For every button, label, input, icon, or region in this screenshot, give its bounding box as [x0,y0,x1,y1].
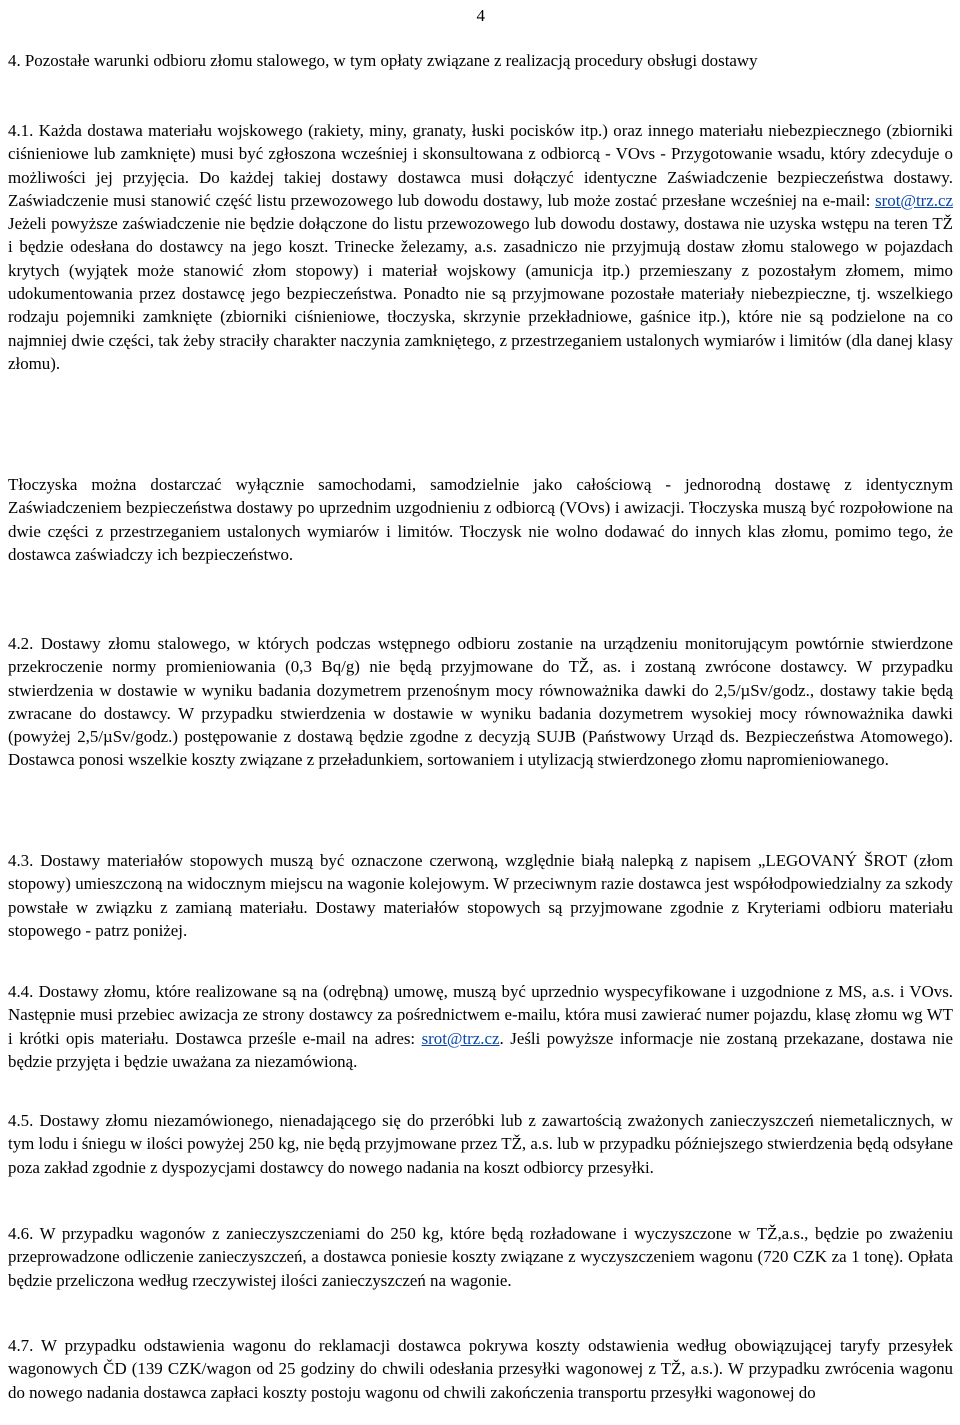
paragraph-text: . Jeśli powyższe informacje nie zostaną przekazane, dostawa nie będzie przyjęta i będzie uważana za niezamówioną. [8,1028,953,1071]
paragraph-text: Jeżeli powyższe zaświadczenie nie będzie dołączone do listu przewozowego lub dowodu dostawy, dostawa nie uzyska wstępu na teren TŽ i będzie odesłana do dostawcy na jego koszt. Trinecke železamy, a.s. zasadniczo nie przyjmują dostaw złomu stalowego w pojazdach krytych (wyjątek może stanowić złom stopowy) i materiał wojskowy (amunicja itp.) przemieszany z pozostałym złomem, mimo udokumentowania przez dostawcę jego bezpieczeństwa. Ponadto nie są przyjmowane pozostałe materiały niebezpieczne, tj. wszelkiego rodzaju pojemniki zamknięte (zbiorniki ciśnieniowe, tłoczyska, skrzynie przekładniowe, gaśnice itp.), które nie są podzielone na co najmniej dwie części, tak żeby straciły charakter naczynia zamkniętego, z przestrzeganiem ustalonych wymiarów i limitów (dla danej klasy złomu). [8,214,953,373]
email-link[interactable]: srot@trz.cz [875,190,953,210]
paragraph-tloczyska: Tłoczyska można dostarczać wyłącznie samochodami, samodzielnie jako całościową - jednorodną dostawę z identycznym Zaświadczeniem bezpieczeństwa dostawy po uprzednim uzgodnieniu z odbiorcą (VOvs) i awizacji. Tłoczyska muszą być rozpołowione na dwie części z przestrzeganiem ustalonych wymiarów i limitów. Tłoczysk nie wolno dodawać do innych klas złomu, pomimo tego, że dostawca zaświadczy ich bezpieczeństwo. [8,475,953,564]
paragraph-4-2: 4.2. Dostawy złomu stalowego, w których podczas wstępnego odbioru zostanie na urządzeniu monitorującym powtórnie stwierdzone przekroczenie normy promieniowania (0,3 Bq/g) nie będą przyjmowane do TŽ, as. i zostaną zwrócone dostawcy. W przypadku stwierdzenia w dostawie w wyniku badania dozymetrem przenośnym mocy równoważnika dawki do 2,5/µSv/godz., dostawy takie będą zwracane do dostawcy. W przypadku stwierdzenia w dostawie w wyniku badania dozymetrem wysokiej mocy równoważnika dawki (powyżej 2,5/µSv/godz.) postępowanie z dostawą będzie zgodne z decyzją SUJB (Państwowy Urząd ds. Bezpieczeństwa Atomowego). Dostawca ponosi wszelkie koszty związane z przeładunkiem, sortowaniem i utylizacją stwierdzonego złomu napromieniowanego. [8,634,953,770]
paragraph-text: 4.1. Każda dostawa materiału wojskowego (rakiety, miny, granaty, łuski pocisków itp.) oraz innego materiału niebezpiecznego (zbiorniki ciśnieniowe lub zamknięte) musi być zgłoszona wcześniej i skonsultowana z odbiorcą - VOvs - Przygotowanie wsadu, który zdecyduje o możliwości jej przyjęcia. Do każdej takiej dostawy dostawca musi dołączyć identyczne Zaświadczenie bezpieczeństwa dostawy. Zaświadczenie musi stanowić część listu przewozowego lub dowodu dostawy, lub może zostać przesłane wcześniej na e-mail: [8,121,953,210]
paragraph-4-4 [8,980,953,1073]
paragraph-text: 4.4. Dostawy złomu, które realizowane są na (odrębną) umowę, muszą być uprzednio wyspecyfikowane i uzgodnione z MS, a.s. i VOvs. Następnie musi przebiec awizacja ze strony dostawcy za pośrednictwem e-mailu, która musi zawierać numer pojazdu, klasę złomu wg WT i krótki opis materiału. Dostawca prześle e-mail na adres: [8,982,953,1048]
paragraph-4-6: 4.6. W przypadku wagonów z zanieczyszczeniami do 250 kg, które będą rozładowane i wyczyszczone w TŽ,a.s., będzie po zważeniu przeprowadzone odliczenie zanieczyszczeń, a dostawca poniesie koszty związane z wyczyszczeniem wagonu (720 CZK za 1 tonę). Opłata będzie przeliczona według rzeczywistej ilości zanieczyszczeń na wagonie. [8,1224,953,1290]
section-heading: 4. Pozostałe warunki odbioru złomu stalowego, w tym opłaty związane z realizacją procedury obsługi dostawy [8,51,758,70]
paragraph-4-1 [8,119,953,375]
paragraph-4-3: 4.3. Dostawy materiałów stopowych muszą być oznaczone czerwoną, względnie białą nalepką z napisem „LEGOVANÝ ŠROT (złom stopowy) umieszczoną na widocznym miejscu na wagonie kolejowym. W przeciwnym razie dostawca jest współodpowiedzialny za szkody powstałe w związku z zamianą materiału. Dostawy materiałów stopowych są przyjmowane zgodnie z Kryteriami odbioru materiału stopowego - patrz poniżej. [8,851,953,940]
email-link[interactable]: srot@trz.cz [421,1028,500,1048]
paragraph-4-7: 4.7. W przypadku odstawienia wagonu do reklamacji dostawca pokrywa koszty odstawienia według obowiązującej taryfy przesyłek wagonowych ČD (139 CZK/wagon od 25 godziny do chwili odesłania przesyłki wagonowej z TŽ, a.s.). W przypadku zwrócenia wagonu do nowego nadania dostawca zapłaci koszty postoju wagonu od chwili zakończenia transportu przesyłki wagonowej do [8,1336,953,1402]
page-number: 4 [476,6,485,25]
paragraph-4-5: 4.5. Dostawy złomu niezamówionego, nienadającego się do przeróbki lub z zawartością zważonych zanieczyszczeń niemetalicznych, w tym lodu i śniegu w ilości powyżej 250 kg, nie będą przyjmowane przez TŽ, a.s. lub w przypadku późniejszego stwierdzenia będą odsyłane poza zakład zgodnie z dyspozycjami dostawcy do nowego nadania na koszt odbiorcy przesyłki. [8,1111,953,1177]
